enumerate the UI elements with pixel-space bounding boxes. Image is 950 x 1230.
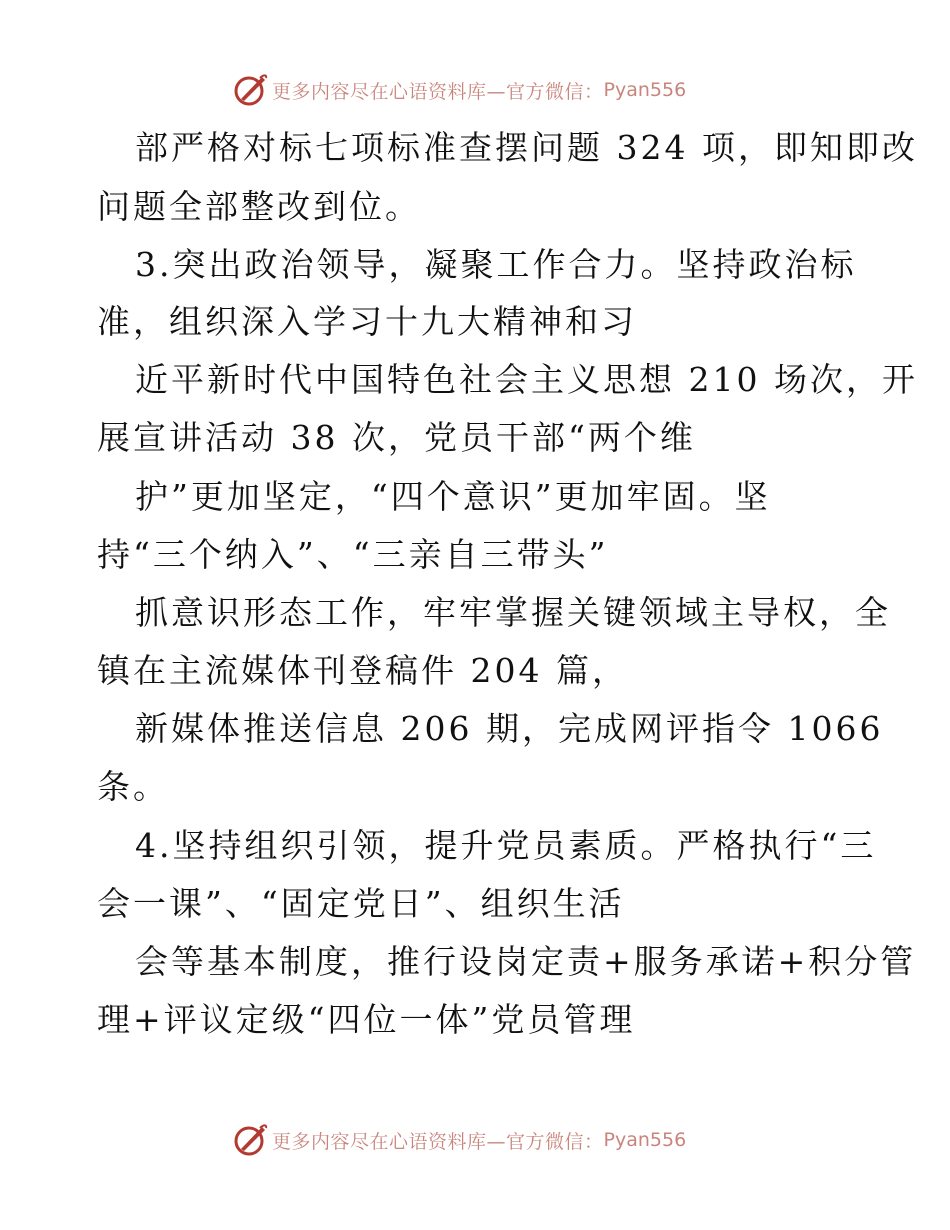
quill-seal-logo-icon: [232, 1122, 268, 1158]
text-line: 部严格对标七项标准查摆问题 324 项，即知即改: [135, 128, 918, 167]
text-line: 护”更加坚定，“四个意识”更加牢固。坚: [135, 477, 771, 516]
text-line: 镇在主流媒体刊登稿件 204 篇，: [97, 651, 628, 690]
text-line: 理+评议定级“四位一体”党员管理: [97, 1000, 636, 1039]
footer-watermark: [232, 1120, 686, 1160]
text-line: 展宣讲活动 38 次，党员干部“两个维: [97, 418, 696, 457]
text-line: 4.坚持组织引领，提升党员素质。严格执行“三: [135, 826, 877, 865]
text-line: 抓意识形态工作，牢牢掌握关键领域主导权，全: [135, 593, 891, 632]
watermark-account: Pyan556: [603, 1129, 687, 1151]
header-watermark: [232, 70, 686, 110]
watermark-account: Pyan556: [603, 79, 687, 101]
text-line: 条。: [97, 767, 169, 806]
text-line: 持“三个纳入”、“三亲自三带头”: [97, 535, 609, 574]
text-line: 3.突出政治领导，凝聚工作合力。坚持政治标: [135, 245, 857, 284]
quill-seal-logo-icon: [232, 72, 268, 108]
watermark-text: 更多内容尽在心语资料库—官方微信：: [272, 80, 604, 103]
text-line: 近平新时代中国特色社会主义思想 210 场次，开: [135, 360, 918, 399]
text-line: 会一课”、“固定党日”、组织生活: [97, 884, 625, 923]
text-line: 新媒体推送信息 206 期，完成网评指令 1066: [135, 709, 884, 748]
text-line: 会等基本制度，推行设岗定责+服务承诺+积分管: [135, 942, 917, 981]
watermark-text: 更多内容尽在心语资料库—官方微信：: [272, 1130, 604, 1153]
text-line: 问题全部整改到位。: [97, 187, 421, 226]
text-line: 准，组织深入学习十九大精神和习: [97, 302, 637, 341]
